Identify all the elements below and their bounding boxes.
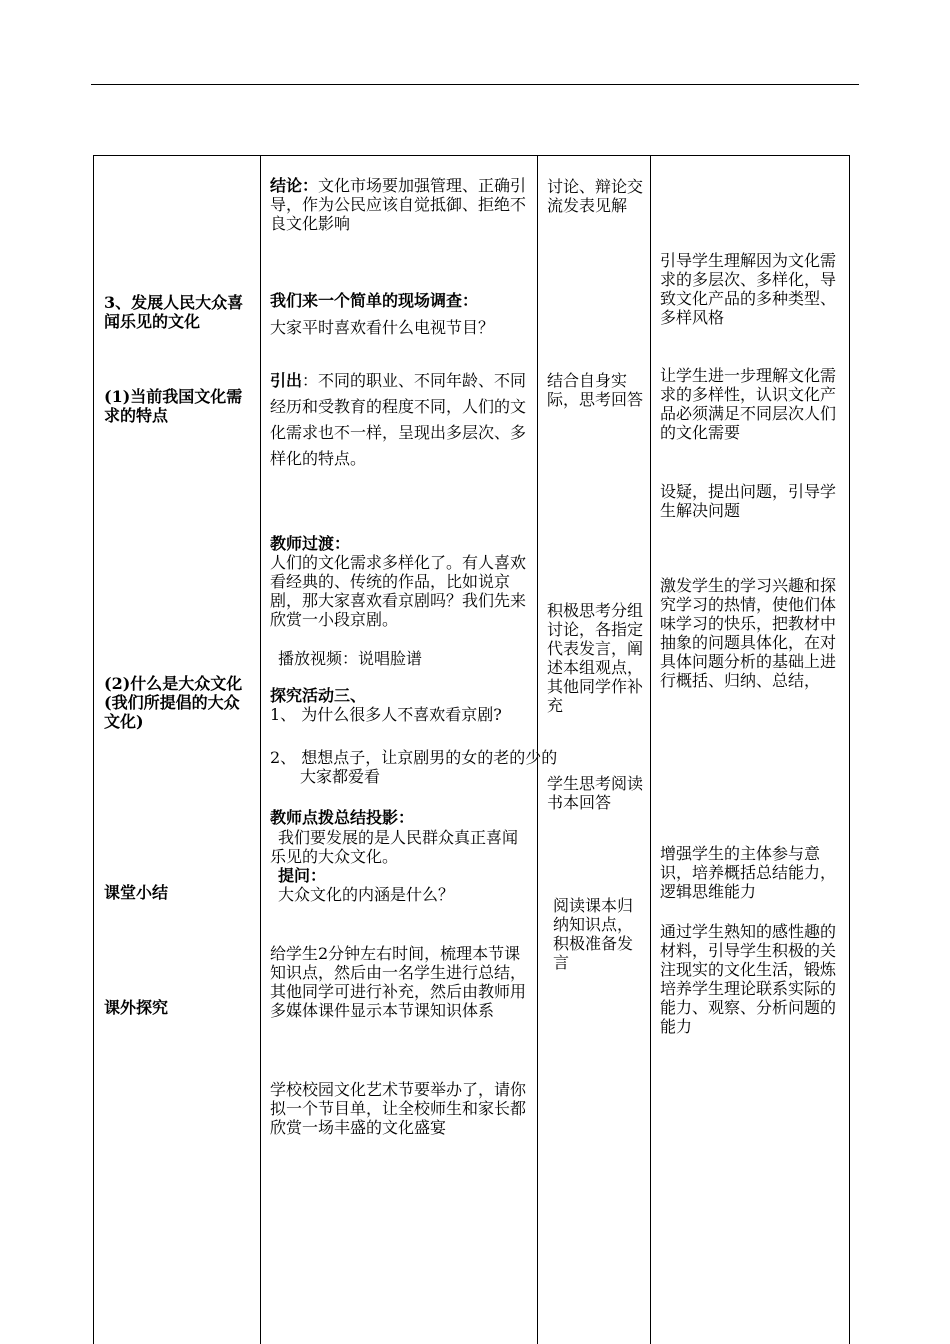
subsection-title-1: (1)当前我国文化需求的特点 — [104, 387, 243, 425]
transition-title: 教师过渡： — [270, 534, 351, 553]
header-rule — [91, 84, 859, 85]
extension-text: 学校校园文化艺术节要举办了，请你拟一个节目单，让全校师生和家长都欣赏一场丰盛的文化盛宴 — [270, 1080, 527, 1137]
guide-title: 教师点拨总结投影： — [270, 808, 415, 827]
yinchu-paragraph — [270, 368, 532, 472]
student-activity-1: 讨论、辩论交流发表见解 — [547, 177, 644, 215]
question-text: 大众文化的内涵是什么？ — [278, 885, 455, 904]
student-activity-4: 学生思考阅读书本回答 — [547, 774, 644, 812]
conclusion-paragraph — [270, 176, 532, 233]
activity-item-1: 1、 为什么很多人不喜欢看京剧? — [270, 705, 502, 724]
design-intent-1: 引导学生理解因为文化需求的多层次、多样化，导致文化产品的多种类型、多样风格 — [660, 251, 837, 327]
student-activity-2: 结合自身实际，思考回答 — [547, 371, 644, 409]
student-activity-3: 积极思考分组讨论，各指定代表发言，阐述本组观点，其他同学作补充 — [547, 601, 644, 715]
student-activity-5: 阅读课本归纳知识点，积极准备发言 — [553, 896, 634, 972]
lesson-plan-table — [93, 155, 850, 1344]
video-note: 播放视频：说唱脸谱 — [278, 649, 423, 668]
column-divider — [650, 156, 651, 1344]
survey-question: 大家平时喜欢看什么电视节目？ — [270, 318, 495, 337]
survey-title: 我们来一个简单的现场调查： — [270, 291, 479, 310]
question-label: 提问： — [278, 866, 327, 885]
design-intent-4: 激发学生的学习兴趣和探究学习的热情，使他们体味学习的快乐，把教材中抽象的问题具体化，在对具体问题分析的基础上进行概括、归纳、总结， — [660, 576, 837, 690]
design-intent-3: 设疑，提出问题，引导学生解决问题 — [660, 482, 837, 520]
conclusion-label: 结论： — [270, 176, 319, 195]
extension-heading: 课外探究 — [104, 998, 169, 1017]
design-intent-5: 增强学生的主体参与意识，培养概括总结能力，逻辑思维能力 — [660, 844, 837, 901]
column-divider — [260, 156, 261, 1344]
summary-heading: 课堂小结 — [104, 883, 169, 902]
yinchu-label: 引出 — [270, 371, 303, 390]
activity-title: 探究活动三、 — [270, 686, 367, 705]
summary-text: 给学生2分钟左右时间，梳理本节课知识点，然后由一名学生进行总结，其他同学可进行补充，然后由教师用多媒体课件显示本节课知识体系 — [270, 944, 527, 1020]
design-intent-2: 让学生进一步理解文化需求的多样性，认识文化产品必须满足不同层次人们的文化需要 — [660, 366, 837, 442]
transition-text: 人们的文化需求多样化了。有人喜欢看经典的、传统的作品，比如说京剧，那大家喜欢看京剧吗？我们先来欣赏一小段京剧。 — [270, 553, 527, 629]
guide-text: 我们要发展的是人民群众真正喜闻乐见的大众文化。 — [270, 828, 519, 866]
table-right-border — [849, 156, 850, 1344]
yinchu-text: ：不同的职业、不同年龄、不同经历和受教育的程度不同，人们的文化需求也不一样，呈现出多层次、多样化的特点。 — [270, 371, 527, 468]
subsection-title-2: (2)什么是大众文化(我们所提倡的大众文化) — [104, 674, 243, 731]
conclusion-text: 文化市场要加强管理、正确引导，作为公民应该自觉抵御、拒绝不良文化影响 — [270, 176, 527, 233]
design-intent-6: 通过学生熟知的感性趣的材料，引导学生积极的关注现实的文化生活，锻炼培养学生理论联系实际的能力、观察、分析问题的能力 — [660, 922, 837, 1036]
activity-item-2: 2、 想想点子，让京剧男的女的老的少的大家都爱看 — [270, 748, 558, 786]
section-title: 3、发展人民大众喜闻乐见的文化 — [104, 293, 244, 331]
